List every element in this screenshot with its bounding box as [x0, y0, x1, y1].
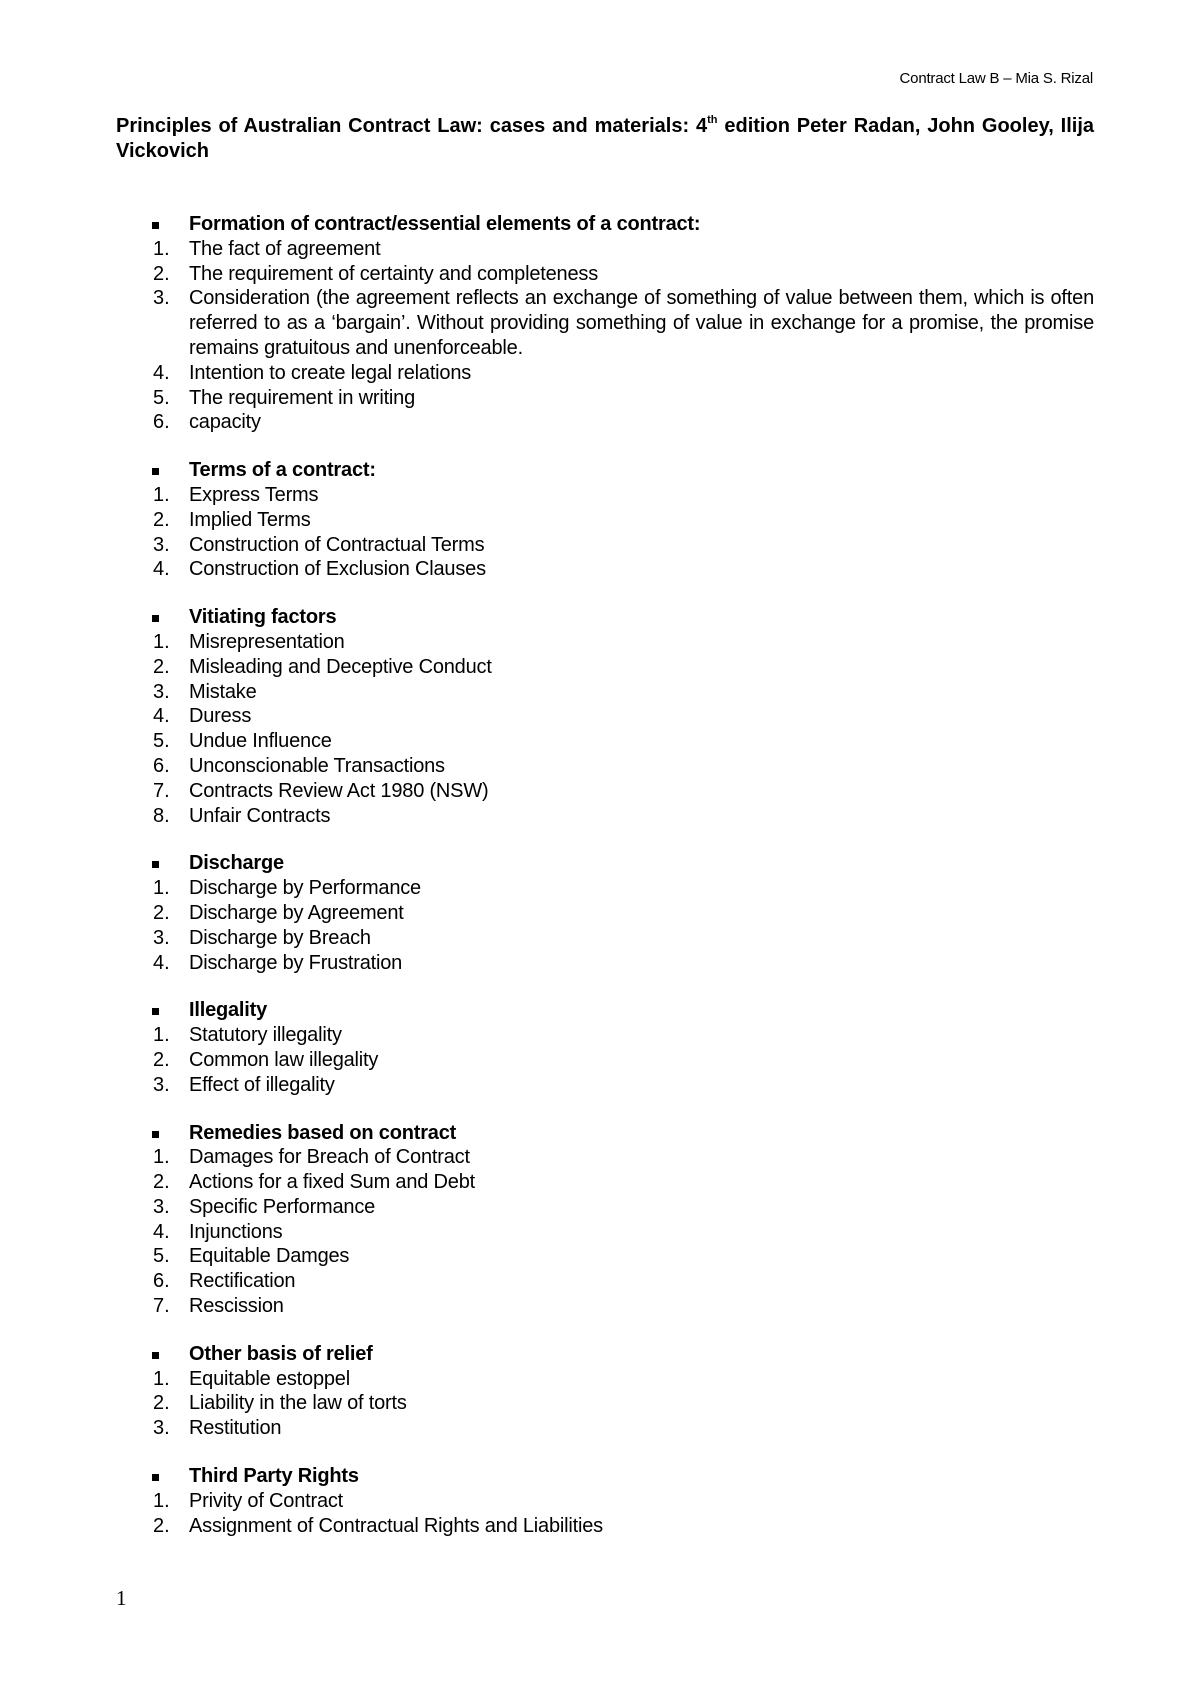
- section-heading: [0, 1121, 1200, 1146]
- list-item-number: 5.: [153, 1245, 170, 1268]
- list-item-number: 6.: [153, 754, 170, 777]
- list-item-number: 3.: [153, 287, 170, 310]
- square-bullet-icon: [152, 1131, 159, 1138]
- list-item-text: Express Terms: [189, 483, 319, 506]
- outline-section: [0, 998, 1200, 1097]
- list-item: [0, 1023, 1200, 1048]
- list-item-text: Unconscionable Transactions: [189, 754, 445, 777]
- square-bullet-icon: [152, 1352, 159, 1359]
- list-item: [0, 508, 1200, 533]
- list-item-text: Implied Terms: [189, 508, 311, 531]
- list-item-text: Discharge by Agreement: [189, 901, 404, 924]
- list-item-text: Rectification: [189, 1270, 296, 1293]
- list-item-text: Construction of Exclusion Clauses: [189, 558, 486, 581]
- list-item-number: 2.: [153, 1171, 170, 1194]
- section-heading-text: Remedies based on contract: [189, 1121, 457, 1144]
- section-heading-text: Illegality: [189, 999, 268, 1022]
- section-heading-text: Formation of contract/essential elements of a contract:: [189, 213, 701, 235]
- list-item-number: 7.: [153, 1295, 170, 1318]
- title-main: Principles of Australian Contract Law: cases and materials: 4: [116, 115, 708, 137]
- list-item: [0, 1416, 1200, 1441]
- list-item: [0, 876, 1200, 901]
- list-item: [0, 1073, 1200, 1098]
- outline-section: [0, 605, 1200, 828]
- section-heading: [0, 851, 1200, 876]
- list-item-text: Intention to create legal relations: [189, 361, 472, 384]
- section-heading: [0, 1464, 1200, 1489]
- list-item: [0, 1048, 1200, 1073]
- list-item-number: 2.: [153, 262, 170, 285]
- list-item-number: 6.: [153, 411, 170, 434]
- list-item: [0, 262, 1200, 287]
- list-item: [0, 361, 1200, 386]
- running-header: Contract Law B – Mia S. Rizal: [899, 70, 1093, 87]
- list-item-text: Equitable Damges: [189, 1245, 350, 1268]
- list-item-number: 7.: [153, 779, 170, 802]
- list-item: [0, 1367, 1200, 1392]
- square-bullet-icon: [152, 861, 159, 868]
- square-bullet-icon: [152, 468, 159, 475]
- document-title: [116, 114, 1094, 164]
- list-item-text: Duress: [189, 705, 252, 728]
- list-item: [0, 804, 1200, 829]
- list-item-text: Common law illegality: [189, 1048, 379, 1071]
- list-item-text: Effect of illegality: [189, 1073, 335, 1096]
- list-item-number: 1.: [153, 1489, 170, 1512]
- list-item: [0, 386, 1200, 411]
- list-item-text: Rescission: [189, 1295, 284, 1318]
- list-item-text: Equitable estoppel: [189, 1367, 350, 1390]
- list-item-number: 1.: [153, 1367, 170, 1390]
- list-item-number: 3.: [153, 533, 170, 556]
- list-item: [0, 1514, 1200, 1539]
- list-item: [0, 779, 1200, 804]
- list-item-text: Discharge by Frustration: [189, 951, 403, 974]
- list-item-number: 4.: [153, 558, 170, 581]
- list-item: [0, 237, 1200, 262]
- list-item-number: 5.: [153, 730, 170, 753]
- list-item: [0, 926, 1200, 951]
- list-item-text: Mistake: [189, 680, 257, 703]
- list-item-text: Unfair Contracts: [189, 804, 331, 827]
- list-item: [0, 655, 1200, 680]
- section-heading-text: Discharge: [189, 852, 284, 875]
- list-item: [0, 1195, 1200, 1220]
- list-item-number: 1.: [153, 1024, 170, 1047]
- list-item: [0, 704, 1200, 729]
- outline-section: [0, 1121, 1200, 1319]
- list-item: [0, 1489, 1200, 1514]
- list-item-text: Assignment of Contractual Rights and Liabilities: [189, 1514, 603, 1537]
- list-item-number: 3.: [153, 1195, 170, 1218]
- section-heading-text: Third Party Rights: [189, 1465, 359, 1488]
- list-item-text: Contracts Review Act 1980 (NSW): [189, 779, 489, 802]
- outline-section: [0, 458, 1200, 582]
- outline-section: [0, 1342, 1200, 1441]
- list-item-text: Injunctions: [189, 1220, 283, 1243]
- square-bullet-icon: [152, 615, 159, 622]
- list-item-text: The requirement of certainty and completeness: [189, 262, 598, 285]
- list-item-text: capacity: [189, 411, 261, 434]
- outline-section: [0, 212, 1200, 435]
- list-item-text: Misrepresentation: [189, 630, 345, 653]
- list-item-number: 2.: [153, 1392, 170, 1415]
- list-item-number: 1.: [153, 877, 170, 900]
- list-item: [0, 680, 1200, 705]
- list-item-number: 4.: [153, 361, 170, 384]
- list-item-text: Damages for Breach of Contract: [189, 1146, 470, 1169]
- list-item: [0, 754, 1200, 779]
- list-item-text: Statutory illegality: [189, 1024, 342, 1047]
- list-item-number: 1.: [153, 483, 170, 506]
- list-item: [0, 286, 1200, 360]
- list-item-number: 2.: [153, 901, 170, 924]
- list-item-number: 4.: [153, 1220, 170, 1243]
- list-item-text: Construction of Contractual Terms: [189, 533, 485, 556]
- section-heading-text: Other basis of relief: [189, 1342, 373, 1365]
- list-item-number: 2.: [153, 1048, 170, 1071]
- square-bullet-icon: [152, 1008, 159, 1015]
- list-item: [0, 1170, 1200, 1195]
- list-item-text: The fact of agreement: [189, 237, 381, 260]
- list-item: [0, 901, 1200, 926]
- list-item: [0, 630, 1200, 655]
- list-item: [0, 1145, 1200, 1170]
- list-item-number: 2.: [153, 508, 170, 531]
- list-item-number: 3.: [153, 1417, 170, 1440]
- list-item: [0, 1294, 1200, 1319]
- list-item-number: 3.: [153, 926, 170, 949]
- list-item-number: 3.: [153, 1073, 170, 1096]
- list-item-number: 1.: [153, 237, 170, 260]
- list-item-text: Misleading and Deceptive Conduct: [189, 655, 492, 678]
- list-item-number: 4.: [153, 951, 170, 974]
- title-superscript: th: [707, 114, 718, 126]
- list-item: [0, 729, 1200, 754]
- list-item-text: Discharge by Breach: [189, 926, 371, 949]
- list-item: [0, 1269, 1200, 1294]
- section-heading: [0, 605, 1200, 630]
- page-number: 1: [116, 1586, 127, 1610]
- list-item-text: Actions for a fixed Sum and Debt: [189, 1171, 475, 1194]
- outline-sections: [0, 212, 1200, 1561]
- list-item-number: 2.: [153, 655, 170, 678]
- list-item: [0, 1244, 1200, 1269]
- list-item-text: Discharge by Performance: [189, 877, 421, 900]
- list-item-number: 5.: [153, 386, 170, 409]
- list-item: [0, 557, 1200, 582]
- list-item: [0, 1391, 1200, 1416]
- list-item-number: 2.: [153, 1514, 170, 1537]
- list-item-text: The requirement in writing: [189, 386, 416, 409]
- square-bullet-icon: [152, 222, 159, 229]
- list-item-text: Undue Influence: [189, 730, 332, 753]
- list-item: [0, 483, 1200, 508]
- outline-section: [0, 851, 1200, 975]
- list-item: [0, 951, 1200, 976]
- section-heading-text: Vitiating factors: [189, 606, 337, 629]
- outline-section: [0, 1464, 1200, 1538]
- list-item-text: Restitution: [189, 1417, 282, 1440]
- square-bullet-icon: [152, 1474, 159, 1481]
- section-heading: [0, 212, 1200, 237]
- list-item-number: 1.: [153, 1146, 170, 1169]
- list-item-number: 3.: [153, 680, 170, 703]
- list-item-text: Privity of Contract: [189, 1489, 344, 1512]
- list-item-number: 1.: [153, 630, 170, 653]
- section-heading: [0, 998, 1200, 1023]
- section-heading: [0, 1342, 1200, 1367]
- list-item-number: 8.: [153, 804, 170, 827]
- list-item-text: Liability in the law of torts: [189, 1392, 407, 1415]
- title-rest: edition Peter Radan, John Gooley, Ilija Vickovich: [116, 115, 1094, 162]
- list-item-number: 4.: [153, 705, 170, 728]
- list-item: [0, 533, 1200, 558]
- list-item: [0, 410, 1200, 435]
- list-item-text: Specific Performance: [189, 1195, 376, 1218]
- section-heading: [0, 458, 1200, 483]
- list-item: [0, 1220, 1200, 1245]
- list-item-text: Consideration (the agreement reflects an exchange of something of value between them, which is often referred to as a ‘bargain’. Without providing something of value in exchange for a promise, the promise remains gratuitous and unenforceable.: [189, 287, 1094, 359]
- list-item-number: 6.: [153, 1270, 170, 1293]
- section-heading-text: Terms of a contract:: [189, 459, 376, 482]
